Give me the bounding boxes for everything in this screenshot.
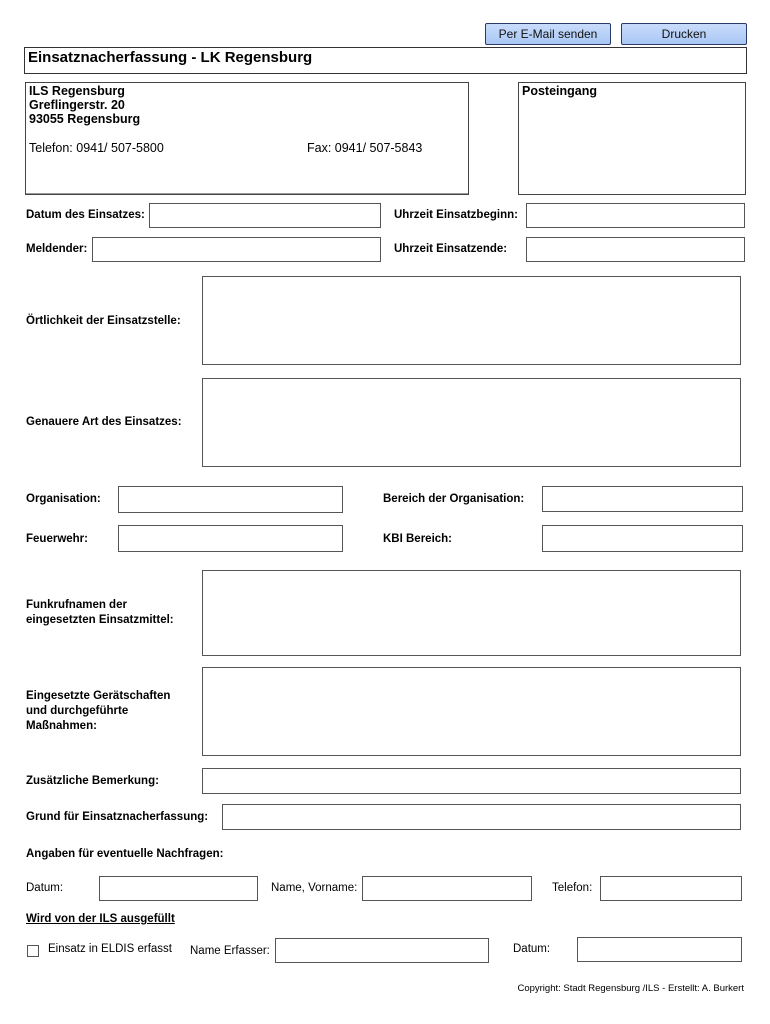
meldender-field[interactable] — [92, 237, 381, 262]
organisation-field[interactable] — [118, 486, 343, 513]
address-city: 93055 Regensburg — [29, 112, 141, 126]
grund-label: Grund für Einsatznacherfassung: — [26, 811, 209, 823]
address-fax: Fax: 0941/ 507-5843 — [307, 141, 423, 155]
organisation-label: Organisation: — [26, 493, 101, 505]
oertlichkeit-label: Örtlichkeit der Einsatzstelle: — [26, 315, 181, 327]
erfasser-label: Name Erfasser: — [190, 945, 270, 957]
erfasser-field[interactable] — [275, 938, 489, 963]
posteingang-box — [518, 82, 746, 195]
ils-datum-field[interactable] — [577, 937, 742, 962]
geraet-label-line2: und durchgeführte — [26, 705, 129, 717]
funkruf-label-line2: eingesetzten Einsatzmittel: — [26, 614, 174, 626]
funkruf-label-line1: Funkrufnamen der — [26, 599, 127, 611]
bemerkung-label: Zusätzliche Bemerkung: — [26, 775, 159, 787]
uhrzeit-ende-label: Uhrzeit Einsatzende: — [394, 243, 508, 255]
bemerkung-field[interactable] — [202, 768, 741, 794]
nachfragen-name-label: Name, Vorname: — [271, 882, 358, 894]
nachfragen-datum-field[interactable] — [99, 876, 258, 901]
meldender-label: Meldender: — [26, 243, 88, 255]
nachfragen-name-field[interactable] — [362, 876, 532, 901]
uhrzeit-ende-field[interactable] — [526, 237, 745, 262]
address-name: ILS Regensburg — [29, 84, 125, 98]
ils-heading: Wird von der ILS ausgefüllt — [26, 913, 175, 925]
form-title: Einsatznacherfassung - LK Regensburg — [28, 49, 313, 66]
nachfragen-telefon-label: Telefon: — [552, 882, 593, 894]
address-street: Greflingerstr. 20 — [29, 98, 125, 112]
art-label: Genauere Art des Einsatzes: — [26, 416, 182, 428]
nachfragen-datum-label: Datum: — [26, 882, 64, 894]
kbi-label: KBI Bereich: — [383, 533, 453, 545]
nachfragen-telefon-field[interactable] — [600, 876, 742, 901]
eldis-checkbox[interactable] — [27, 945, 39, 957]
copyright-text: Copyright: Stadt Regensburg /ILS - Erstellt: A. Burkert — [517, 983, 744, 994]
print-button[interactable]: Drucken — [621, 23, 747, 45]
address-phone: Telefon: 0941/ 507-5800 — [29, 141, 164, 155]
geraet-field[interactable] — [202, 667, 741, 756]
address-box — [25, 82, 469, 195]
ils-datum-label: Datum: — [513, 943, 551, 955]
nachfragen-heading: Angaben für eventuelle Nachfragen: — [26, 848, 224, 860]
eldis-label: Einsatz in ELDIS erfasst — [48, 943, 172, 955]
bereich-field[interactable] — [542, 486, 743, 512]
uhrzeit-beginn-field[interactable] — [526, 203, 745, 228]
form-title-box — [24, 47, 747, 74]
posteingang-label: Posteingang — [522, 84, 598, 98]
grund-field[interactable] — [222, 804, 741, 830]
datum-einsatz-field[interactable] — [149, 203, 381, 228]
datum-einsatz-label: Datum des Einsatzes: — [26, 209, 145, 221]
uhrzeit-beginn-label: Uhrzeit Einsatzbeginn: — [394, 209, 518, 221]
feuerwehr-label: Feuerwehr: — [26, 533, 88, 545]
geraet-label-line3: Maßnahmen: — [26, 720, 97, 732]
email-button[interactable]: Per E-Mail senden — [485, 23, 611, 45]
oertlichkeit-field[interactable] — [202, 276, 741, 365]
funkruf-field[interactable] — [202, 570, 741, 656]
kbi-field[interactable] — [542, 525, 743, 552]
geraet-label-line1: Eingesetzte Gerätschaften — [26, 690, 171, 702]
bereich-label: Bereich der Organisation: — [383, 493, 525, 505]
feuerwehr-field[interactable] — [118, 525, 343, 552]
art-field[interactable] — [202, 378, 741, 467]
